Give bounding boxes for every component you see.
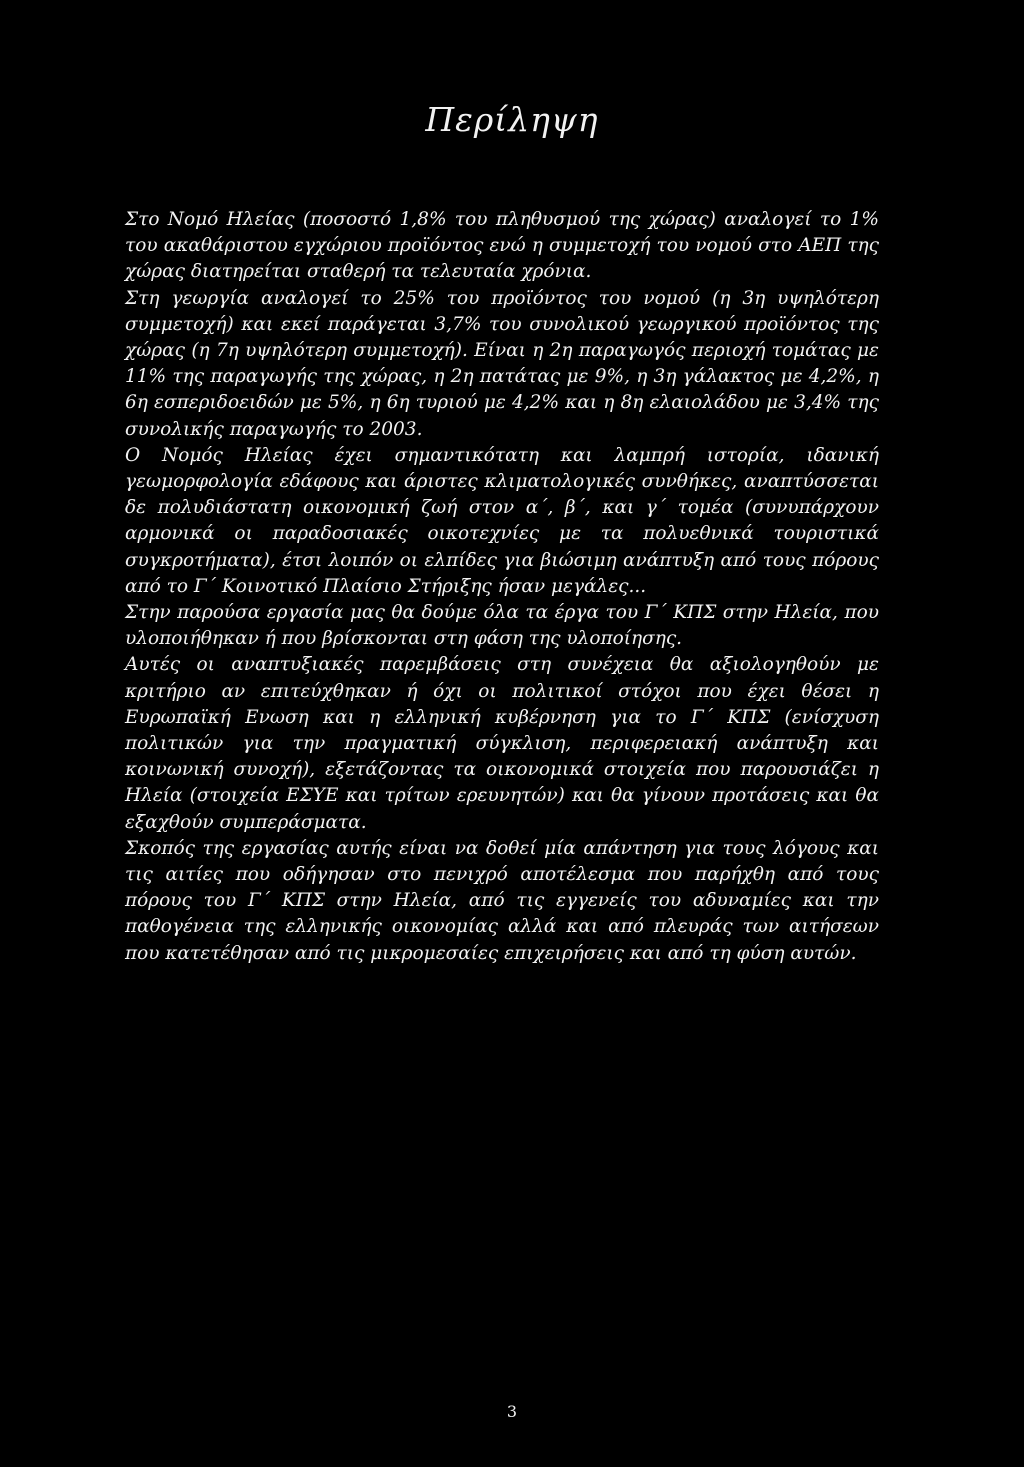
page-number: 3 (506, 1402, 518, 1421)
page-title: Περίληψη (425, 100, 599, 139)
summary-body (125, 207, 879, 967)
paragraph-1: Στο Νομό Ηλείας (ποσοστό 1,8% του πληθυσμού της χώρας) αναλογεί το 1% του ακαθάριστου εγχώριου προϊόντος ενώ η συμμετοχή του νομού στο ΑΕΠ της χώρας διατηρείται σταθερή τα τελευταία χρόνια. (125, 209, 879, 283)
paragraph-2: Στη γεωργία αναλογεί το 25% του προϊόντος του νομού (η 3η υψηλότερη συμμετοχή) και εκεί παράγεται 3,7% του συνολικού γεωργικού προϊόντος της χώρας (η 7η υψηλότερη συμμετοχή). Είναι η 2η παραγωγός περιοχή τομάτας με 11% της παραγωγής της χώρας, η 2η πατάτας με 9%, η 3η γάλακτος με 4,2%, η 6η εσπεριδοειδών με 5%, η 6η τυριού με 4,2% και η 8η ελαιολάδου με 3,4% της συνολικής παραγωγής το 2003. (125, 287, 879, 440)
paragraph-6: Σκοπός της εργασίας αυτής είναι να δοθεί μία απάντηση για τους λόγους και τις αιτίες που οδήγησαν στο πενιχρό αποτέλεσμα που παρήχθη από τους πόρους του Γ΄ ΚΠΣ στην Ηλεία, από τις εγγενείς του αδυναμίες και την παθογένεια της ελληνικής οικονομίας αλλά και από πλευράς των αιτήσεων που κατετέθησαν από τις μικρομεσαίες επιχειρήσεις και από τη φύση αυτών. (125, 837, 879, 964)
paragraph-4: Στην παρούσα εργασία μας θα δούμε όλα τα έργα του Γ΄ ΚΠΣ στην Ηλεία, που υλοποιήθηκαν ή που βρίσκονται στη φάση της υλοποίησης. (125, 602, 879, 650)
paragraph-5: Αυτές οι αναπτυξιακές παρεμβάσεις στη συνέχεια θα αξιολογηθούν με κριτήριο αν επιτεύχθηκαν ή όχι οι πολιτικοί στόχοι που έχει θέσει η Ευρωπαϊκή Ενωση και η ελληνική κυβέρνηση για το Γ΄ ΚΠΣ (ενίσχυση πολιτικών για την πραγματική σύγκλιση, περιφερειακή ανάπτυξη και κοινωνική συνοχή), εξετάζοντας τα οικονομικά στοιχεία που παρουσιάζει η Ηλεία (στοιχεία ΕΣΥΕ και τρίτων ερευνητών) και θα γίνουν προτάσεις και θα εξαχθούν συμπεράσματα. (125, 654, 879, 833)
paragraph-3: Ο Νομός Ηλείας έχει σημαντικότατη και λαμπρή ιστορία, ιδανική γεωμορφολογία εδάφους και άριστες κλιματολογικές συνθήκες, αναπτύσσεται δε πολυδιάστατη οικονομική ζωή στον α΄, β΄, και γ΄ τομέα (συνυπάρχουν αρμονικά οι παραδοσιακές οικοτεχνίες με τα πολυεθνικά τουριστικά συγκροτήματα), έτσι λοιπόν οι ελπίδες για βιώσιμη ανάπτυξη από τους πόρους από το Γ΄ Κοινοτικό Πλαίσιο Στήριξης ήσαν μεγάλες... (125, 444, 879, 597)
